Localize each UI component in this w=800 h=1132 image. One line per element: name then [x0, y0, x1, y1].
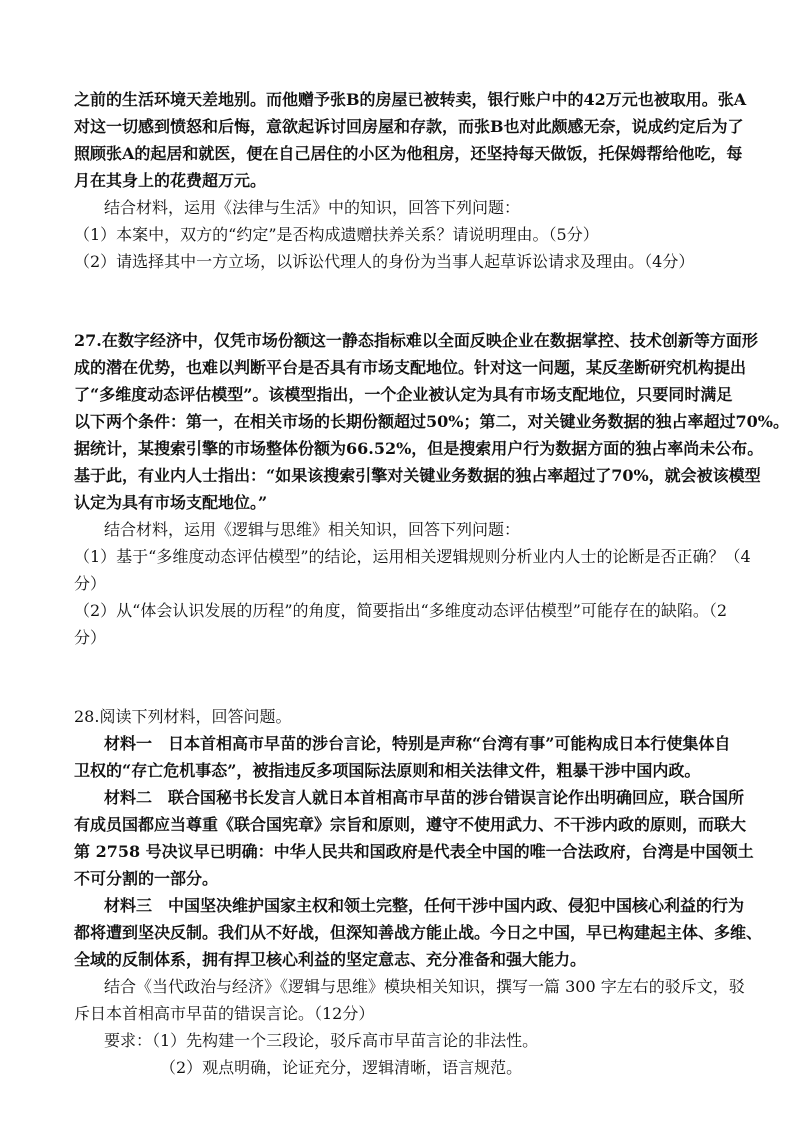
q27-material-line: 成的潜在优势，也难以判断平台是否具有市场支配地位。针对这一问题，某反垄断研究机构提出 — [74, 358, 747, 377]
q28-material-line: 第 2758 号决议早已明确：中华人民共和国政府是代表全中国的唯一合法政府，台湾是中国领土 — [74, 842, 754, 861]
q28-material-line: 卫权的“存亡危机事态”，被指违反多项国际法原则和相关法律文件，粗暴干涉中国内政。 — [74, 761, 701, 780]
q27-question-2-cont: 分） — [74, 628, 107, 647]
q28-material-1 — [74, 730, 760, 784]
q26-question-2: （2）请选择其中一方立场，以诉讼代理人的身份为当事人起草诉讼请求及理由。（4分） — [74, 252, 695, 271]
q28-material-line: 材料二 联合国秘书长发言人就日本首相高市早苗的涉台错误言论作出明确回应，联合国所 — [104, 788, 745, 807]
spacer — [74, 275, 760, 327]
q28-material-line: 材料一 日本首相高市早苗的涉台言论，特别是声称“台湾有事”可能构成日本行使集体自 — [104, 734, 731, 753]
q28-material-line: 材料三 中国坚决维护国家主权和领土完整，任何干涉中国内政、侵犯中国核心利益的行为 — [104, 896, 745, 915]
q28-material-3 — [74, 892, 763, 973]
q26-material-line: 照顾张A的起居和就医，便在自己居住的小区为他租房，还坚持每天做饭，托保姆帮给他吃，每 — [74, 144, 743, 163]
q26-material — [74, 86, 760, 194]
q27-material-line: 据统计，某搜索引擎的市场整体份额为66.52%，但是搜索用户行为数据方面的独占率尚未公布。 — [74, 439, 764, 458]
q26-material-line: 对这一切感到愤怒和后悔，意欲起诉讨回房屋和存款，而张B也对此颇感无奈，说成约定后为了 — [74, 117, 744, 136]
exam-page — [74, 86, 789, 1081]
q27-question-1-cont: 分） — [74, 574, 107, 593]
q27-material — [74, 327, 789, 516]
q27-material-line: 基于此，有业内人士指出：“如果该搜索引擎对关键业务数据的独占率超过了70%，就会被该模型 — [74, 466, 761, 485]
q28-material-line: 有成员国都应当尊重《联合国宪章》宗旨和原则，遵守不使用武力、不干涉内政的原则，而联大 — [74, 815, 747, 834]
q28-heading: 28.阅读下列材料，回答问题。 — [74, 707, 292, 726]
q28-requirement-2: （2）观点明确，论证充分，逻辑清晰，语言规范。 — [160, 1058, 523, 1077]
q26-prompt: 结合材料，运用《法律与生活》中的知识，回答下列问题： — [104, 198, 521, 217]
q27-material-line: 27.在数字经济中，仅凭市场份额这一静态指标难以全面反映企业在数据掌控、技术创新等方面形 — [74, 331, 758, 350]
q26-material-line: 月在其身上的花费超万元。 — [74, 171, 267, 190]
q27-question-1: （1）基于“多维度动态评估模型”的结论，运用相关逻辑规则分析业内人士的论断是否正确？（4 — [74, 547, 751, 566]
q28-prompt-cont: 斥日本首相高市早苗的错误言论。（12分） — [74, 1004, 375, 1023]
q27-material-line: 以下两个条件：第一，在相关市场的长期份额超过50%；第二，对关键业务数据的独占率超过70%。 — [74, 412, 789, 431]
q27-prompt: 结合材料，运用《逻辑与思维》相关知识，回答下列问题： — [104, 520, 521, 539]
q27-material-line: 认定为具有市场支配地位。” — [74, 493, 268, 512]
q28-material-line: 都将遭到坚决反制。我们从不好战，但深知善战方能止战。今日之中国，早已构建起主体、多维、 — [74, 923, 763, 942]
q28-prompt: 结合《当代政治与经济》《逻辑与思维》模块相关知识，撰写一篇 300 字左右的驳斥文，驳 — [104, 977, 745, 996]
spacer — [74, 651, 760, 703]
q28-requirement-1: 要求：（1）先构建一个三段论，驳斥高市早苗言论的非法性。 — [104, 1031, 539, 1050]
q26-material-line: 之前的生活环境天差地别。而他赠予张B的房屋已被转卖，银行账户中的42万元也被取用。张A — [74, 90, 747, 109]
q28-material-2 — [74, 784, 760, 892]
q26-question-1: （1）本案中，双方的“约定”是否构成遗赠扶养关系？请说明理由。（5分） — [74, 225, 599, 244]
q28-material-line: 全域的反制体系，拥有捍卫核心利益的坚定意志、充分准备和强大能力。 — [74, 950, 587, 969]
q28-material-line: 不可分割的一部分。 — [74, 869, 219, 888]
q27-question-2: （2）从“体会认识发展的历程”的角度，简要指出“多维度动态评估模型”可能存在的缺陷。（2 — [74, 601, 728, 620]
q27-material-line: 了“多维度动态评估模型”。该模型指出，一个企业被认定为具有市场支配地位，只要同时满足 — [74, 385, 733, 404]
